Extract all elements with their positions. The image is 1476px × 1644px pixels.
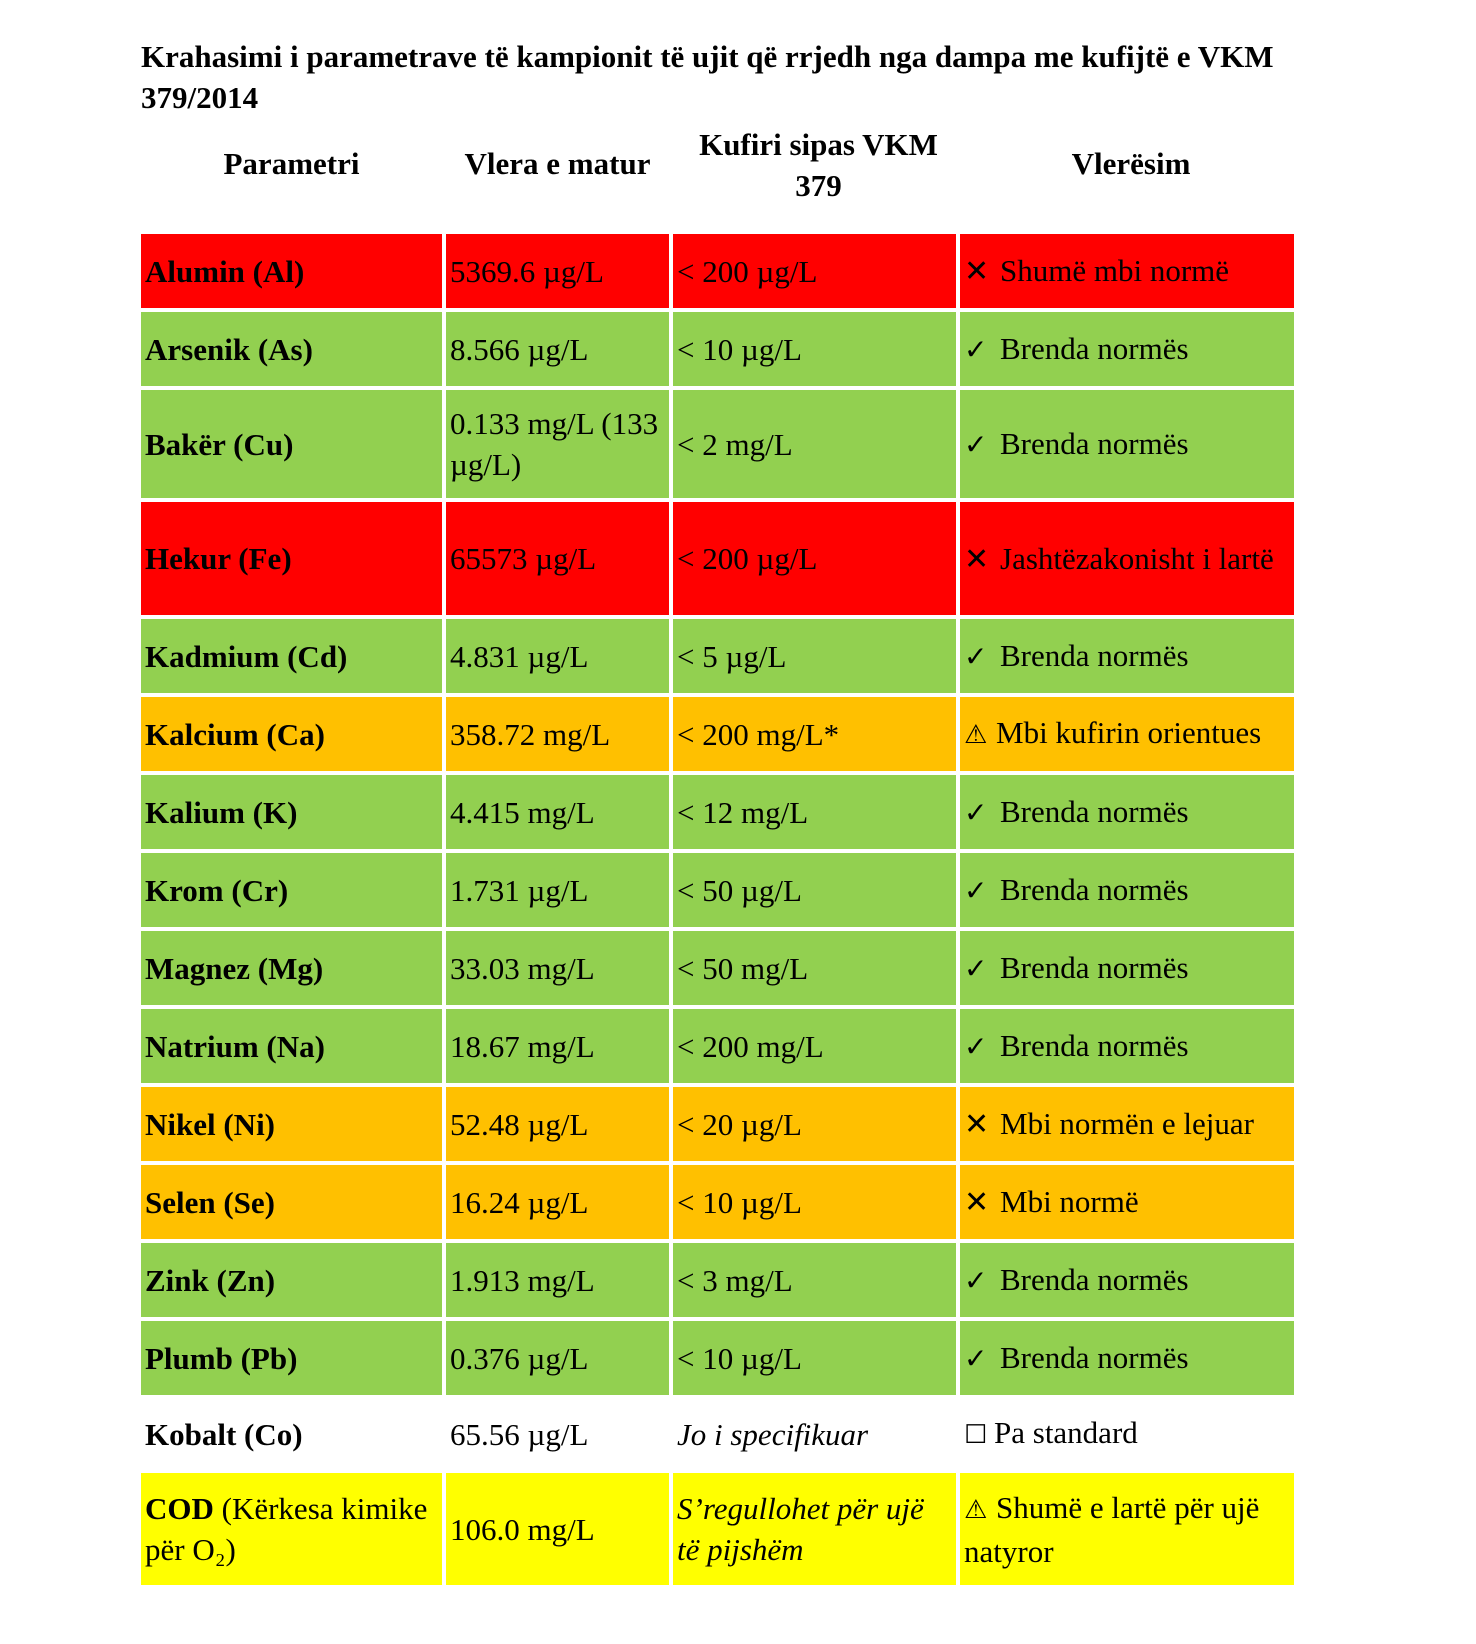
value-cell: 52.48 µg/L xyxy=(446,1087,669,1165)
assessment-text: Jashtëzakonisht i lartë xyxy=(1000,540,1274,576)
assessment-text: Mbi normë xyxy=(1000,1184,1139,1219)
table-row xyxy=(141,502,1294,619)
param-cell xyxy=(141,1473,442,1589)
param-cell: Zink (Zn) xyxy=(141,1243,442,1321)
limit-cell: < 3 mg/L xyxy=(673,1243,956,1321)
check-icon: ✓ xyxy=(964,952,988,985)
header-value: Vlera e matur xyxy=(464,146,651,181)
param-cell: Arsenik (As) xyxy=(141,312,442,390)
param-cell: Magnez (Mg) xyxy=(141,931,442,1009)
table-row xyxy=(141,619,1294,697)
header-limit: Kufiri sipas VKM 379 xyxy=(699,127,938,203)
assessment-cell xyxy=(960,1321,1294,1399)
assessment-cell xyxy=(960,619,1294,697)
table-row xyxy=(141,1473,1294,1589)
assessment-text: Mbi normën e lejuar xyxy=(1000,1106,1254,1141)
value-cell: 1.913 mg/L xyxy=(446,1243,669,1321)
assessment-text: Brenda normës xyxy=(1000,638,1189,673)
limit-cell: < 50 mg/L xyxy=(673,931,956,1009)
param-cell: Alumin (Al) xyxy=(141,234,442,312)
assessment-text: Brenda normës xyxy=(1000,1028,1189,1063)
assessment-cell xyxy=(960,312,1294,390)
table-row xyxy=(141,775,1294,853)
value-cell: 1.731 µg/L xyxy=(446,853,669,931)
assessment-cell xyxy=(960,1009,1294,1087)
table-row xyxy=(141,1321,1294,1399)
table-row xyxy=(141,853,1294,931)
check-icon: ✓ xyxy=(964,874,988,907)
limit-cell: Jo i specifikuar xyxy=(673,1399,956,1473)
warning-icon: ⚠ xyxy=(964,1494,988,1525)
param-cell: Kalium (K) xyxy=(141,775,442,853)
header-assessment: Vlerësim xyxy=(1071,146,1191,181)
param-cell: Kobalt (Co) xyxy=(141,1399,442,1473)
assessment-text: Brenda normës xyxy=(1000,1340,1189,1375)
value-cell: 358.72 mg/L xyxy=(446,697,669,775)
cross-icon: ✕ xyxy=(964,1185,990,1220)
value-cell: 16.24 µg/L xyxy=(446,1165,669,1243)
table-row xyxy=(141,390,1294,502)
assessment-text: Brenda normës xyxy=(1000,794,1189,829)
assessment-cell xyxy=(960,1399,1294,1473)
check-icon: ✓ xyxy=(964,640,988,673)
param-description: (Kërkesa kimike për O₂) xyxy=(145,1491,428,1567)
value-cell: 0.133 mg/L (133 µg/L) xyxy=(446,390,669,502)
assessment-cell xyxy=(960,502,1294,619)
param-cell: Kadmium (Cd) xyxy=(141,619,442,697)
assessment-text: Pa standard xyxy=(994,1415,1138,1450)
param-cell: Krom (Cr) xyxy=(141,853,442,931)
table-row xyxy=(141,931,1294,1009)
assessment-cell xyxy=(960,697,1294,775)
assessment-cell xyxy=(960,390,1294,502)
document-title: Krahasimi i parametrave të kampionit të ujit që rrjedh nga dampa me kufijtë e VKM 379/2014 xyxy=(141,39,1274,115)
param-name: COD xyxy=(145,1491,214,1526)
assessment-cell xyxy=(960,1473,1294,1589)
param-cell: Bakër (Cu) xyxy=(141,390,442,502)
value-cell: 4.831 µg/L xyxy=(446,619,669,697)
limit-cell: < 50 µg/L xyxy=(673,853,956,931)
check-icon: ✓ xyxy=(964,1342,988,1375)
assessment-cell xyxy=(960,1087,1294,1165)
limit-cell: < 200 µg/L xyxy=(673,502,956,619)
header-param: Parametri xyxy=(223,146,360,181)
assessment-cell xyxy=(960,234,1294,312)
assessment-cell xyxy=(960,931,1294,1009)
value-cell: 65.56 µg/L xyxy=(446,1399,669,1473)
param-cell: Hekur (Fe) xyxy=(141,502,442,619)
table-row xyxy=(141,1165,1294,1243)
value-cell: 0.376 µg/L xyxy=(446,1321,669,1399)
cross-icon: ✕ xyxy=(964,1107,990,1142)
limit-cell: < 200 mg/L* xyxy=(673,697,956,775)
assessment-text: Brenda normës xyxy=(1000,1262,1189,1297)
assessment-text: Brenda normës xyxy=(1000,331,1189,366)
cross-icon: ✕ xyxy=(964,254,990,289)
comparison-table xyxy=(137,234,1298,1589)
limit-cell: S’regullohet për ujë të pijshëm xyxy=(673,1473,956,1589)
assessment-text: Mbi kufirin orientues xyxy=(996,715,1262,750)
empty-box-icon: ☐ xyxy=(964,1420,988,1450)
assessment-text: Shumë e lartë për ujë natyror xyxy=(964,1489,1260,1569)
value-cell: 106.0 mg/L xyxy=(446,1473,669,1589)
limit-cell: < 10 µg/L xyxy=(673,1321,956,1399)
check-icon: ✓ xyxy=(964,333,988,366)
warning-icon: ⚠ xyxy=(964,720,988,750)
cross-icon: ✕ xyxy=(964,541,990,577)
assessment-cell xyxy=(960,1165,1294,1243)
assessment-text: Brenda normës xyxy=(1000,950,1189,985)
limit-cell: < 200 mg/L xyxy=(673,1009,956,1087)
limit-cell: < 20 µg/L xyxy=(673,1087,956,1165)
table-row xyxy=(141,697,1294,775)
table-row xyxy=(141,312,1294,390)
limit-cell: < 12 mg/L xyxy=(673,775,956,853)
assessment-cell xyxy=(960,1243,1294,1321)
limit-cell: < 2 mg/L xyxy=(673,390,956,502)
assessment-text: Brenda normës xyxy=(1000,426,1189,461)
assessment-cell xyxy=(960,775,1294,853)
value-cell: 5369.6 µg/L xyxy=(446,234,669,312)
assessment-text: Shumë mbi normë xyxy=(1000,253,1230,288)
check-icon: ✓ xyxy=(964,1030,988,1063)
value-cell: 33.03 mg/L xyxy=(446,931,669,1009)
check-icon: ✓ xyxy=(964,428,988,461)
param-cell: Kalcium (Ca) xyxy=(141,697,442,775)
table-row xyxy=(141,234,1294,312)
limit-cell: < 10 µg/L xyxy=(673,312,956,390)
value-cell: 18.67 mg/L xyxy=(446,1009,669,1087)
param-cell: Natrium (Na) xyxy=(141,1009,442,1087)
table-row xyxy=(141,1243,1294,1321)
param-cell: Plumb (Pb) xyxy=(141,1321,442,1399)
check-icon: ✓ xyxy=(964,1264,988,1297)
value-cell: 65573 µg/L xyxy=(446,502,669,619)
table-row xyxy=(141,1087,1294,1165)
param-cell: Nikel (Ni) xyxy=(141,1087,442,1165)
check-icon: ✓ xyxy=(964,796,988,829)
param-cell: Selen (Se) xyxy=(141,1165,442,1243)
limit-cell: < 5 µg/L xyxy=(673,619,956,697)
assessment-text: Brenda normës xyxy=(1000,872,1189,907)
table-row xyxy=(141,1009,1294,1087)
limit-cell: < 10 µg/L xyxy=(673,1165,956,1243)
value-cell: 4.415 mg/L xyxy=(446,775,669,853)
limit-cell: < 200 µg/L xyxy=(673,234,956,312)
assessment-cell xyxy=(960,853,1294,931)
value-cell: 8.566 µg/L xyxy=(446,312,669,390)
table-row xyxy=(141,1399,1294,1473)
